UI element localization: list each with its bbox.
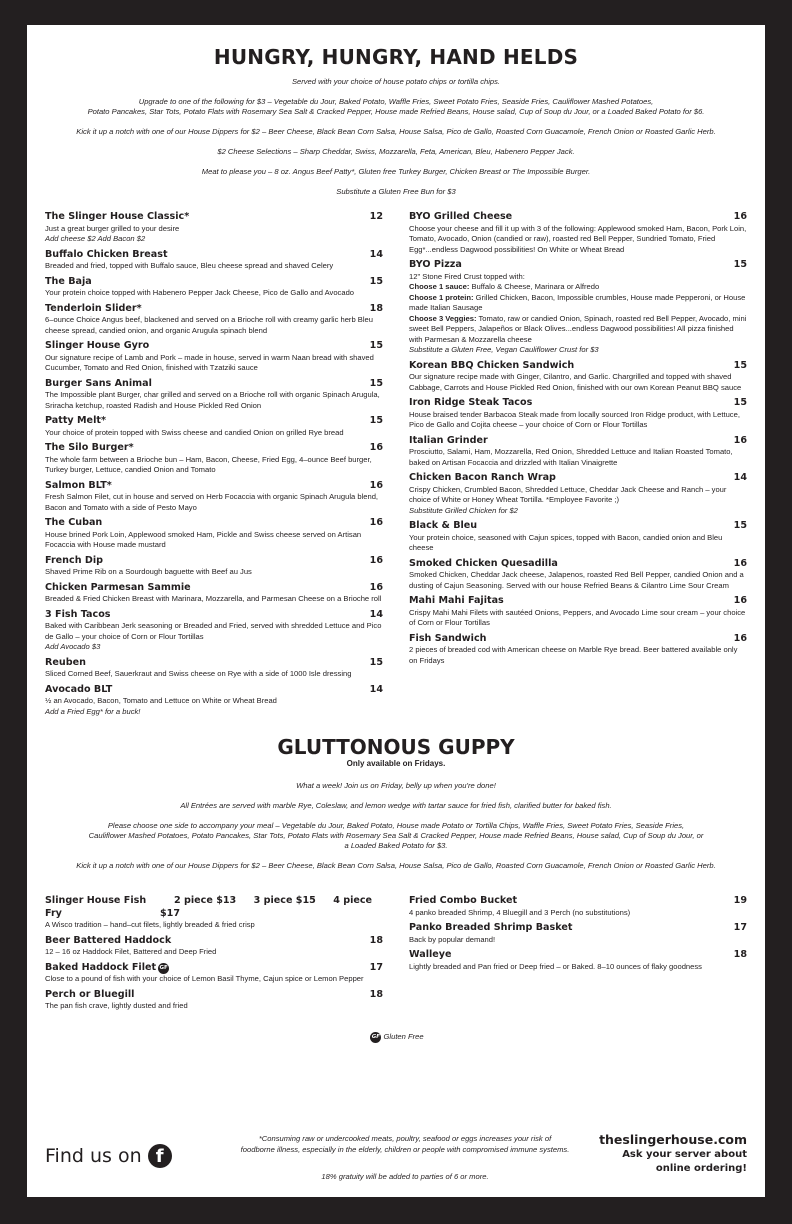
item-name: Walleye	[409, 949, 452, 960]
item-name: Buffalo Chicken Breast	[45, 248, 168, 260]
item-description: The Impossible plant Burger, char grilled and served on a Brioche roll with organic Spinach Arugula, Sriracha ketchup, roasted Radish and House Pickled Red Onion	[45, 390, 380, 410]
handhelds-right-column	[409, 211, 747, 721]
size-option: 3 piece $15	[253, 895, 316, 906]
item-header	[409, 520, 747, 533]
item-description: 6–ounce Choice Angus beef, blackened and served on a Brioche roll with creamy garlic herb Bleu cheese spread, candied onion, and organic Arugula spinach blend	[45, 315, 373, 335]
item-header	[45, 609, 383, 622]
item-header	[409, 595, 747, 608]
item-price: 19	[733, 895, 747, 906]
item-description: Baked with Caribbean Jerk seasoning or Breaded and Fried, served with shredded Lettuce and Pico de Gallo – your choice of Corn or Flour Tortillas	[45, 621, 382, 641]
menu-item	[45, 895, 383, 931]
menu-item	[45, 989, 383, 1012]
item-header	[45, 442, 383, 455]
item-description: Breaded & Fried Chicken Breast with Marinara, Mozzarella, and Parmesan Cheese on a Brioche roll	[45, 594, 382, 603]
menu-item	[409, 595, 747, 629]
guppy-intro	[45, 781, 747, 871]
item-description: Smoked Chicken, Cheddar Jack cheese, Jalapenos, roasted Red Bell Pepper, candied Onion and a dusting of Cajun Seasoning. Served with our house Refried Beans & Cilantro Lime Sour Cream	[409, 570, 744, 590]
menu-item	[409, 922, 747, 945]
item-header	[409, 949, 747, 962]
gluten-free-icon: GF	[370, 1032, 381, 1043]
option-label: Choose 1 sauce:	[409, 282, 470, 291]
facebook-icon[interactable]: f	[148, 1144, 172, 1168]
item-note: Substitute Grilled Chicken for $2	[409, 505, 518, 515]
size-option: 4 piece $17	[160, 895, 373, 919]
item-description: Your choice of protein topped with Swiss cheese and candied Onion on grilled Rye bread	[45, 427, 344, 437]
item-price: 17	[369, 961, 383, 973]
menu-item	[409, 949, 747, 972]
find-us-label: Find us on	[45, 1145, 142, 1167]
item-header	[409, 211, 747, 224]
item-name: French Dip	[45, 554, 103, 566]
menu-item	[45, 211, 383, 245]
item-price: 17	[733, 922, 747, 933]
item-header	[409, 259, 747, 272]
item-price: 15	[733, 397, 747, 408]
item-name: Black & Bleu	[409, 520, 478, 531]
item-header	[45, 249, 383, 262]
item-note: Substitute a Gluten Free, Vegan Cauliflower Crust for $3	[409, 345, 599, 354]
item-price: 16	[733, 595, 747, 606]
intro-line: Cauliflower Mashed Potatoes, Potato Pancakes, Star Tots, Potato Flats with Rosemary Sea Salt & Cracked Pepper, House made Refried Beans, House salad, Cup of Soup du Jour, or	[88, 831, 704, 840]
item-description: The whole farm between a Brioche bun – Ham, Bacon, Cheese, Fried Egg, 4–ounce Beef burger, Turkey burger, Lettuce, candied Onion and Tomato	[45, 454, 372, 474]
item-header	[409, 895, 747, 908]
item-name: Patty Melt*	[45, 415, 106, 426]
item-description: Breaded and fried, topped with Buffalo sauce, Bleu cheese spread and shaved Celery	[45, 261, 334, 270]
item-name: Chicken Parmesan Sammie	[45, 581, 191, 593]
item-header	[45, 517, 383, 530]
item-name: BYO Grilled Cheese	[409, 211, 513, 222]
guppy-left-column	[45, 895, 383, 1016]
gluten-free-legend	[45, 1032, 747, 1043]
item-price: 15	[733, 520, 747, 531]
item-name: Fried Combo Bucket	[409, 895, 518, 906]
footer	[45, 1130, 747, 1190]
menu-item	[45, 684, 383, 718]
item-price: 16	[733, 557, 747, 569]
item-header	[409, 922, 747, 935]
item-header	[409, 633, 747, 646]
handhelds-columns	[45, 211, 747, 721]
item-header	[45, 480, 383, 493]
menu-item	[409, 472, 747, 516]
item-name: Italian Grinder	[409, 434, 488, 446]
intro-line: Kick it up a notch with one of our House Dippers for $2 – Beer Cheese, Black Bean Corn Salsa, House Salsa, Pico de Gallo, Roasted Corn Guacamole, French Onion or Roasted Garlic Herb.	[76, 127, 716, 136]
menu-item	[409, 360, 747, 394]
item-description: Sliced Corned Beef, Sauerkraut and Swiss cheese on Rye with a side of 1000 Isle dressing	[45, 669, 352, 678]
item-name: Tenderloin Slider*	[45, 302, 142, 314]
item-price: 18	[733, 949, 747, 960]
item-description: House brined Pork Loin, Applewood smoked Ham, Pickle and Swiss cheese served on Artisan Focaccia with House made mustard	[45, 529, 362, 549]
item-header	[45, 962, 383, 975]
item-name: The Cuban	[45, 517, 103, 528]
ordering-note: Ask your server about	[622, 1149, 747, 1160]
menu-item	[45, 276, 383, 299]
item-price: 15	[369, 340, 383, 351]
ordering-note: online ordering!	[655, 1163, 747, 1174]
item-price: 18	[369, 934, 383, 946]
menu-item	[45, 657, 383, 680]
menu-page	[27, 25, 765, 1197]
item-description: Crispy Mahi Mahi Filets with sautéed Onions, Peppers, and Avocado Lime sour cream – your choice of Corn or Flour Tortillas	[409, 607, 746, 627]
item-price: 16	[733, 211, 747, 222]
item-header	[45, 935, 383, 948]
intro-line: Meat to please you – 8 oz. Angus Beef Patty*, Gluten free Turkey Burger, Chicken Breast or The Impossible Burger.	[201, 167, 591, 176]
item-description: Your protein choice, seasoned with Cajun spices, topped with Bacon, candied onion and Bleu cheese	[409, 532, 723, 552]
item-note: Add a Fried Egg* for a buck!	[45, 706, 141, 716]
guppy-subtitle: Only available on Fridays.	[346, 759, 446, 768]
item-name: Smoked Chicken Quesadilla	[409, 557, 558, 569]
item-header	[45, 989, 383, 1002]
item-header	[45, 582, 383, 595]
item-header	[409, 360, 747, 373]
item-price: 15	[369, 377, 383, 389]
item-price: 14	[733, 472, 747, 483]
item-description: Your protein choice topped with Habenero Pepper Jack Cheese, Pico de Gallo and Avocado	[45, 288, 355, 297]
item-name: BYO Pizza	[409, 259, 462, 270]
disclaimer-line: *Consuming raw or undercooked meats, poultry, seafood or eggs increases your risk of	[258, 1134, 552, 1143]
menu-item	[45, 517, 383, 551]
item-description: The pan fish crave, lightly dusted and fried	[45, 1001, 188, 1010]
item-name: Slinger House Fish Fry	[45, 895, 147, 919]
intro-line: Please choose one side to accompany your meal – Vegetable du Jour, Baked Potato, House made Potato or Tortilla Chips, Waffle Fries, Sweet Potato Fries, Seaside Fries,	[107, 821, 685, 830]
item-description: Just a great burger grilled to your desire	[45, 223, 180, 233]
intro-line: Substitute a Gluten Free Bun for $3	[336, 187, 456, 196]
menu-item	[45, 249, 383, 272]
item-name: The Silo Burger*	[45, 442, 134, 453]
item-price: 16	[369, 479, 383, 491]
item-header	[409, 435, 747, 448]
item-name: Iron Ridge Steak Tacos	[409, 397, 533, 408]
fish-fry-sizes	[160, 895, 383, 920]
handhelds-left-column	[45, 211, 383, 721]
item-description: Prosciutto, Salami, Ham, Mozzarella, Red Onion, Shredded Lettuce and Italian Roasted Tomato, baked on Artisan Focaccia and drizzled with Italian Vinaigrette	[409, 447, 733, 467]
menu-item	[409, 435, 747, 469]
item-price: 16	[733, 434, 747, 446]
item-header	[45, 555, 383, 568]
item-description: 12 – 16 oz Haddock Filet, Battered and Deep Fried	[45, 947, 217, 956]
item-description: Close to a pound of fish with your choice of Lemon Basil Thyme, Cajun spice or Lemon Pepper	[45, 974, 364, 983]
item-header	[409, 558, 747, 571]
menu-item	[45, 378, 383, 412]
item-name: Fish Sandwich	[409, 632, 487, 644]
item-price: 18	[369, 988, 383, 1000]
menu-item	[409, 558, 747, 592]
item-price: 16	[369, 517, 383, 528]
item-price: 12	[369, 211, 383, 222]
item-name: Mahi Mahi Fajitas	[409, 595, 504, 606]
item-name: Perch or Bluegill	[45, 988, 135, 1000]
item-header	[45, 303, 383, 316]
menu-item	[45, 415, 383, 438]
item-price: 18	[369, 302, 383, 314]
item-name: Beer Battered Haddock	[45, 934, 172, 946]
item-option: Choose 1 sauce: Buffalo & Cheese, Marinara or Alfredo	[409, 282, 600, 291]
website-link[interactable]: theslingerhouse.com	[599, 1132, 747, 1147]
item-name: Baked Haddock Filet GF	[45, 961, 168, 973]
size-option: 2 piece $13	[174, 895, 237, 906]
item-header	[409, 472, 747, 485]
item-description: Our signature recipe made with Ginger, Cilantro, and Garlic. Chargrilled and topped with shaved Cabbage, Carrots and House Pickled Red Onion, finished with our own Korean Peanut BBQ sauce	[409, 372, 742, 392]
handhelds-intro	[45, 77, 747, 197]
intro-line: Upgrade to one of the following for $3 – Vegetable du Jour, Baked Potato, Waffle Fries, Sweet Potato Fries, Seaside Fries, Cauliflower Mashed Potatoes,	[138, 97, 654, 106]
menu-item	[409, 633, 747, 667]
food-safety-disclaimer	[215, 1133, 595, 1155]
guppy-right-column	[409, 895, 747, 1016]
item-name: Salmon BLT*	[45, 479, 112, 491]
menu-item	[409, 397, 747, 431]
item-name: Burger Sans Animal	[45, 377, 152, 389]
item-description: 4 panko breaded Shrimp, 4 Bluegill and 3 Perch (no substitutions)	[409, 907, 631, 917]
menu-item	[409, 259, 747, 356]
intro-line: What a week! Join us on Friday, belly up when you're done!	[296, 781, 496, 790]
menu-item	[409, 520, 747, 554]
guppy-title: GLUTTONOUS GUPPY	[277, 735, 515, 759]
item-header	[409, 397, 747, 410]
item-name: Panko Breaded Shrimp Basket	[409, 922, 573, 933]
menu-item	[45, 555, 383, 578]
item-name: Reuben	[45, 656, 86, 668]
menu-item	[45, 480, 383, 514]
item-description: Fresh Salmon Filet, cut in house and served on Herb Focaccia with organic Spinach Arugula blend, Bacon and Tomato with a side of Pesto Mayo	[45, 492, 379, 512]
item-note: Add cheese $2 Add Bacon $2	[45, 234, 146, 243]
item-option: Choose 3 Veggies: Tomato, raw or candied Onion, Spinach, roasted red Bell Pepper, Avocado, mini sweet Bell Peppers, Jalapeños or Black Olives...endless Dagwood possibilities! All pizza finished with Parmesan & Mozzarella cheese	[409, 313, 747, 344]
menu-item	[45, 582, 383, 605]
item-description: Back by popular demand!	[409, 934, 496, 944]
item-price: 15	[369, 275, 383, 287]
item-header	[45, 415, 383, 428]
item-name: Korean BBQ Chicken Sandwich	[409, 359, 575, 371]
item-description: A Wisco tradition – hand–cut filets, lightly breaded & fried crisp	[45, 920, 255, 929]
intro-line: Kick it up a notch with one of our House Dippers for $2 – Beer Cheese, Black Bean Corn Salsa, House Salsa, Pico de Gallo, Roasted Corn Guacamole, French Onion or Roasted Garlic Herb.	[76, 861, 716, 870]
item-name: Avocado BLT	[45, 683, 113, 695]
item-price: 14	[369, 683, 383, 695]
item-header	[45, 657, 383, 670]
gratuity-note: 18% gratuity will be added to parties of 6 or more.	[321, 1172, 489, 1181]
item-price: 14	[369, 608, 383, 620]
menu-item	[45, 303, 383, 337]
intro-line: Potato Pancakes, Star Tots, Potato Flats with Rosemary Sea Salt & Cracked Pepper, House made Refried Beans, House salad, Cup of Soup du Jour, or a Loaded Baked Potato for $6.	[87, 107, 705, 116]
item-price: 16	[369, 581, 383, 593]
item-name: The Baja	[45, 275, 92, 287]
website-block	[599, 1132, 747, 1176]
item-name: The Slinger House Classic*	[45, 211, 190, 222]
item-description: Crispy Chicken, Crumbled Bacon, Shredded Lettuce, Cheddar Jack Cheese and Ranch – your choice of White or Honey Wheat Tortilla. *Employee Favorite ;)	[409, 484, 727, 504]
item-option: Choose 1 protein: Grilled Chicken, Bacon, Impossible crumbles, House made Pepperoni, or House made Italian Sausage	[409, 292, 746, 312]
disclaimer-line: foodborne illness, especially in the elderly, children or people with compromised immune systems.	[240, 1145, 570, 1154]
intro-line: Served with your choice of house potato chips or tortilla chips.	[291, 77, 501, 86]
item-header	[45, 684, 383, 697]
item-price: 16	[369, 442, 383, 453]
menu-item	[45, 935, 383, 958]
item-description: ½ an Avocado, Bacon, Tomato and Lettuce on White or Wheat Bread	[45, 696, 277, 705]
intro-line: All Entrées are served with marble Rye, Coleslaw, and lemon wedge with tartar sauce for fried fish, clarified butter for baked fish.	[180, 801, 612, 810]
handhelds-title: HUNGRY, HUNGRY, HAND HELDS	[213, 45, 579, 69]
intro-line: a Loaded Baked Potato for $3.	[344, 841, 448, 850]
menu-item	[409, 895, 747, 918]
item-price: 14	[369, 248, 383, 260]
menu-item	[409, 211, 747, 255]
guppy-columns	[45, 895, 747, 1016]
item-description: Choose your cheese and fill it up with 3 of the following: Applewood smoked Ham, Bacon, Pork Loin, Tomato, Avocado, Onion (candied or raw), roasted red Bell Pepper, Sundried Tomato, Fried Egg*...endless Dagwood possibilities! On White or Wheat Bread	[409, 223, 747, 254]
item-description: 2 pieces of breaded cod with American cheese on Marble Rye bread. Beer battered available only on Fridays	[409, 645, 738, 665]
option-label: Choose 1 protein:	[409, 292, 474, 302]
item-name: Chicken Bacon Ranch Wrap	[409, 472, 556, 483]
menu-item	[45, 609, 383, 653]
item-header	[45, 211, 383, 224]
item-header	[45, 340, 383, 353]
option-label: Choose 3 Veggies:	[409, 313, 477, 323]
item-description: Lightly breaded and Pan fried or Deep fried – or Baked. 8–10 ounces of flaky goodness	[409, 961, 702, 971]
gluten-free-label: Gluten Free	[383, 1031, 424, 1041]
item-price: 15	[733, 359, 747, 371]
item-description: 12" Stone Fired Crust topped with:	[409, 271, 525, 281]
item-price: 15	[369, 656, 383, 668]
item-description: Our signature recipe of Lamb and Pork – made in house, served in warm Naan bread with shaved Cucumber, Tomato and Red Onion, finished with Tzatziki sauce	[45, 352, 374, 372]
menu-item	[45, 962, 383, 985]
menu-item	[45, 340, 383, 374]
find-us-facebook[interactable]	[45, 1144, 172, 1168]
gluten-free-icon: GF	[158, 963, 169, 974]
item-header	[45, 276, 383, 289]
item-description: House braised tender Barbacoa Steak made from locally sourced Iron Ridge product, with Lettuce, Pico de Gallo and Cojita cheese – your choice of Corn or Flour Tortillas	[409, 409, 740, 429]
item-description: Shaved Prime Rib on a Sourdough baguette with Beef au Jus	[45, 567, 252, 576]
item-header	[45, 378, 383, 391]
item-note: Add Avocado $3	[45, 642, 101, 651]
item-name: 3 Fish Tacos	[45, 608, 111, 620]
intro-line: $2 Cheese Selections – Sharp Cheddar, Swiss, Mozzarella, Feta, American, Bleu, Habenero Pepper Jack.	[217, 147, 575, 156]
item-price: 15	[369, 415, 383, 426]
item-name: Slinger House Gyro	[45, 340, 150, 351]
item-price: 16	[369, 554, 383, 566]
menu-item	[45, 442, 383, 476]
item-price: 15	[733, 259, 747, 270]
item-price: 16	[733, 632, 747, 644]
